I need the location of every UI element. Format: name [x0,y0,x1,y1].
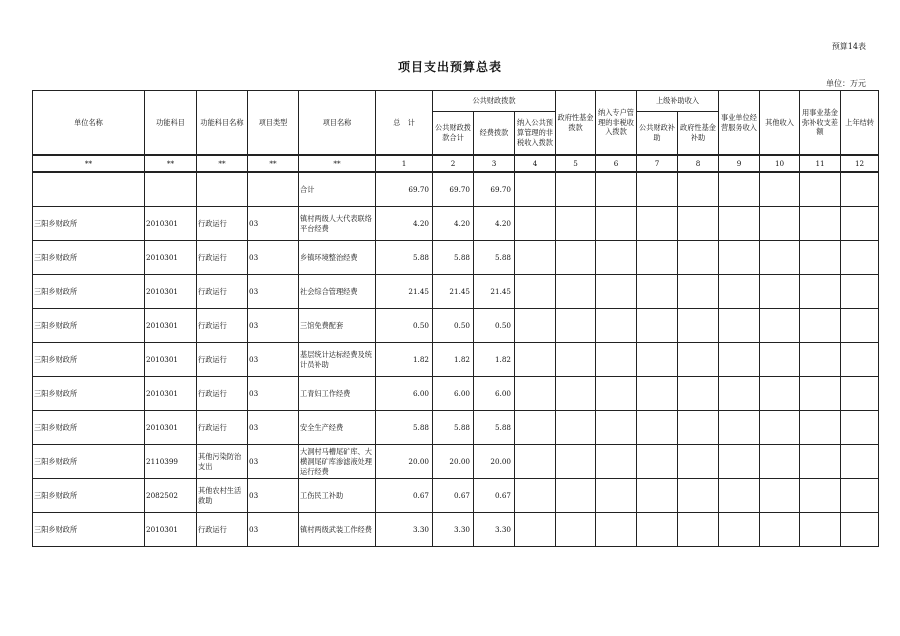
empty-cell [596,309,637,343]
empty-cell [719,309,760,343]
column-index-cell: 10 [760,155,800,172]
public-total-cell: 5.88 [433,241,474,275]
empty-cell [678,445,719,479]
column-index-cell: 9 [719,155,760,172]
empty-cell [760,513,800,547]
empty-cell [800,377,841,411]
column-index-cell: ** [33,155,145,172]
func-code-cell: 2082502 [145,479,197,513]
unit-name-cell: 三阳乡财政所 [33,275,145,309]
proj-name-cell: 三馆免费配套 [299,309,376,343]
budget-table [32,90,879,547]
empty-cell [841,309,879,343]
header-carryover: 上年结转 [841,91,879,156]
proj-type-cell: 03 [248,207,299,241]
empty-cell [596,377,637,411]
column-index-cell: 12 [841,155,879,172]
empty-cell [556,445,596,479]
header-func-code: 功能科目 [145,91,197,156]
empty-cell [760,411,800,445]
empty-cell [678,241,719,275]
func-code-cell: 2010301 [145,207,197,241]
public-total-cell: 20.00 [433,445,474,479]
empty-cell [515,377,556,411]
empty-cell [556,377,596,411]
total-cell: 3.30 [376,513,433,547]
proj-name-cell: 镇村两级人大代表联络平台经费 [299,207,376,241]
empty-cell [596,411,637,445]
empty-cell [678,309,719,343]
empty-cell [556,275,596,309]
public-total-cell: 1.82 [433,343,474,377]
proj-type-cell: 03 [248,241,299,275]
empty-cell [841,513,879,547]
empty-cell [841,479,879,513]
column-index-cell: 4 [515,155,556,172]
empty-cell [760,377,800,411]
table-row [33,275,879,309]
header-public-finance: 公共财政拨款 [433,91,556,112]
header-total: 总 计 [376,91,433,156]
func-name-cell: 其他污染防治支出 [197,445,248,479]
empty-cell [678,377,719,411]
unit-name-cell: 三阳乡财政所 [33,343,145,377]
total-cell: 5.88 [376,241,433,275]
total-cell: 0.67 [376,479,433,513]
empty-cell [800,207,841,241]
empty-cell [556,309,596,343]
empty-cell [678,343,719,377]
func-code-cell: 2010301 [145,309,197,343]
header-proj-name: 项目名称 [299,91,376,156]
empty-cell [596,275,637,309]
unit-name-cell: 三阳乡财政所 [33,309,145,343]
empty-cell [596,207,637,241]
header-fund-gap: 用事业基金弥补收支差额 [800,91,841,156]
empty-cell [719,377,760,411]
table-body [33,155,879,547]
empty-cell [637,309,678,343]
table-row [33,241,879,275]
total-cell: 1.82 [376,343,433,377]
empty-cell [556,207,596,241]
public-total-cell: 5.88 [433,411,474,445]
column-index-cell: 2 [433,155,474,172]
empty-cell [841,343,879,377]
column-index-cell: 11 [800,155,841,172]
page-title: 项目支出预算总表 [397,60,502,74]
header-operating: 经费拨款 [474,112,515,156]
empty-cell [678,275,719,309]
empty-cell [841,241,879,275]
empty-cell [719,411,760,445]
operating-cell: 4.20 [474,207,515,241]
column-index-cell: ** [248,155,299,172]
operating-cell: 6.00 [474,377,515,411]
total-cell: 5.88 [376,411,433,445]
proj-name-cell: 安全生产经费 [299,411,376,445]
empty-cell [637,343,678,377]
empty-cell [719,513,760,547]
empty-cell [719,241,760,275]
header-special-nontax: 纳入专户管理的非税收入拨款 [596,91,637,156]
empty-cell [760,445,800,479]
column-index-row [33,155,879,172]
empty-cell [556,343,596,377]
empty-cell [800,275,841,309]
empty-cell [515,275,556,309]
empty-cell [556,513,596,547]
column-index-cell: ** [145,155,197,172]
unit-label: 单位：万元 [826,79,866,88]
empty-cell [800,309,841,343]
func-name-cell: 行政运行 [197,343,248,377]
public-total-cell: 0.67 [433,479,474,513]
total-cell: 20.00 [376,445,433,479]
unit-name-cell: 三阳乡财政所 [33,241,145,275]
total-cell: 21.45 [376,275,433,309]
func-code-cell: 2010301 [145,513,197,547]
empty-cell [800,343,841,377]
header-biz-income: 事业单位经营服务收入 [719,91,760,156]
empty-cell [637,377,678,411]
empty-cell [719,207,760,241]
empty-cell [760,479,800,513]
empty-cell [760,343,800,377]
column-index-cell: 1 [376,155,433,172]
empty-cell [637,445,678,479]
proj-name-cell: 镇村两级武装工作经费 [299,513,376,547]
summary-operating: 69.70 [474,172,515,207]
empty-cell [515,445,556,479]
empty-cell [515,411,556,445]
operating-cell: 5.88 [474,241,515,275]
unit-name-cell: 三阳乡财政所 [33,513,145,547]
table-row [33,309,879,343]
empty-cell [719,445,760,479]
total-cell: 4.20 [376,207,433,241]
header-upper-subsidy: 上级补助收入 [637,91,719,112]
total-cell: 6.00 [376,377,433,411]
header-incl-nontax: 纳入公共预算管理的非税收入拨款 [515,112,556,156]
operating-cell: 1.82 [474,343,515,377]
table-row [33,513,879,547]
table-row [33,445,879,479]
public-total-cell: 4.20 [433,207,474,241]
proj-name-cell: 社会综合管理经费 [299,275,376,309]
func-name-cell: 行政运行 [197,513,248,547]
proj-name-cell: 基层统计达标经费及统计员补助 [299,343,376,377]
empty-cell [515,309,556,343]
empty-cell [637,411,678,445]
empty-cell [515,343,556,377]
table-row [33,343,879,377]
form-number: 预算14表 [831,42,866,51]
empty-cell [596,343,637,377]
empty-cell [515,479,556,513]
func-name-cell: 其他农村生活救助 [197,479,248,513]
summary-label: 合计 [299,172,376,207]
proj-type-cell: 03 [248,377,299,411]
column-index-cell: 7 [637,155,678,172]
header-func-name: 功能科目名称 [197,91,248,156]
proj-type-cell: 03 [248,445,299,479]
column-index-cell: 6 [596,155,637,172]
proj-type-cell: 03 [248,513,299,547]
empty-cell [515,241,556,275]
empty-cell [637,207,678,241]
empty-cell [637,479,678,513]
header-public-total: 公共财政拨款合计 [433,112,474,156]
empty-cell [678,411,719,445]
proj-type-cell: 03 [248,343,299,377]
unit-name-cell: 三阳乡财政所 [33,207,145,241]
operating-cell: 0.67 [474,479,515,513]
proj-type-cell: 03 [248,479,299,513]
header-unit-name: 单位名称 [33,91,145,156]
empty-cell [841,275,879,309]
header-proj-type: 项目类型 [248,91,299,156]
empty-cell [596,241,637,275]
empty-cell [800,445,841,479]
empty-cell [841,377,879,411]
column-index-cell: 8 [678,155,719,172]
func-name-cell: 行政运行 [197,241,248,275]
empty-cell [760,207,800,241]
empty-cell [596,445,637,479]
empty-cell [841,207,879,241]
column-index-cell: 5 [556,155,596,172]
proj-type-cell: 03 [248,275,299,309]
header-upper-public: 公共财政补助 [637,112,678,156]
func-code-cell: 2010301 [145,241,197,275]
func-name-cell: 行政运行 [197,275,248,309]
proj-name-cell: 乡镇环境整治经费 [299,241,376,275]
header-gov-fund: 政府性基金拨款 [556,91,596,156]
empty-cell [760,275,800,309]
unit-name-cell: 三阳乡财政所 [33,411,145,445]
public-total-cell: 3.30 [433,513,474,547]
column-index-cell: 3 [474,155,515,172]
header-upper-gov-fund: 政府性基金补助 [678,112,719,156]
func-code-cell: 2010301 [145,275,197,309]
unit-name-cell: 三阳乡财政所 [33,479,145,513]
func-code-cell: 2010301 [145,343,197,377]
operating-cell: 5.88 [474,411,515,445]
func-code-cell: 2010301 [145,411,197,445]
proj-name-cell: 大洞村马槽尾矿库、大横洞尾矿库渗滤液处理运行经费 [299,445,376,479]
empty-cell [515,207,556,241]
empty-cell [596,513,637,547]
empty-cell [678,513,719,547]
empty-cell [637,275,678,309]
summary-public-total: 69.70 [433,172,474,207]
empty-cell [556,479,596,513]
proj-type-cell: 03 [248,411,299,445]
func-code-cell: 2110399 [145,445,197,479]
empty-cell [800,513,841,547]
unit-name-cell: 三阳乡财政所 [33,445,145,479]
summary-total: 69.70 [376,172,433,207]
total-cell: 0.50 [376,309,433,343]
empty-cell [596,479,637,513]
operating-cell: 20.00 [474,445,515,479]
empty-cell [841,411,879,445]
public-total-cell: 0.50 [433,309,474,343]
proj-name-cell: 工伤民工补助 [299,479,376,513]
public-total-cell: 6.00 [433,377,474,411]
func-code-cell: 2010301 [145,377,197,411]
empty-cell [800,241,841,275]
empty-cell [678,207,719,241]
empty-cell [760,241,800,275]
empty-cell [556,411,596,445]
empty-cell [637,241,678,275]
func-name-cell: 行政运行 [197,377,248,411]
operating-cell: 3.30 [474,513,515,547]
empty-cell [515,513,556,547]
column-index-cell: ** [299,155,376,172]
header-other-income: 其他收入 [760,91,800,156]
empty-cell [719,275,760,309]
column-index-cell: ** [197,155,248,172]
empty-cell [800,411,841,445]
operating-cell: 21.45 [474,275,515,309]
table-row [33,377,879,411]
empty-cell [719,479,760,513]
empty-cell [637,513,678,547]
empty-cell [760,309,800,343]
empty-cell [800,479,841,513]
empty-cell [719,343,760,377]
proj-type-cell: 03 [248,309,299,343]
func-name-cell: 行政运行 [197,309,248,343]
proj-name-cell: 工青妇工作经费 [299,377,376,411]
table-row [33,207,879,241]
empty-cell [841,445,879,479]
table-row [33,479,879,513]
table-row [33,411,879,445]
func-name-cell: 行政运行 [197,207,248,241]
summary-row [33,172,879,207]
empty-cell [678,479,719,513]
operating-cell: 0.50 [474,309,515,343]
public-total-cell: 21.45 [433,275,474,309]
empty-cell [556,241,596,275]
func-name-cell: 行政运行 [197,411,248,445]
unit-name-cell: 三阳乡财政所 [33,377,145,411]
